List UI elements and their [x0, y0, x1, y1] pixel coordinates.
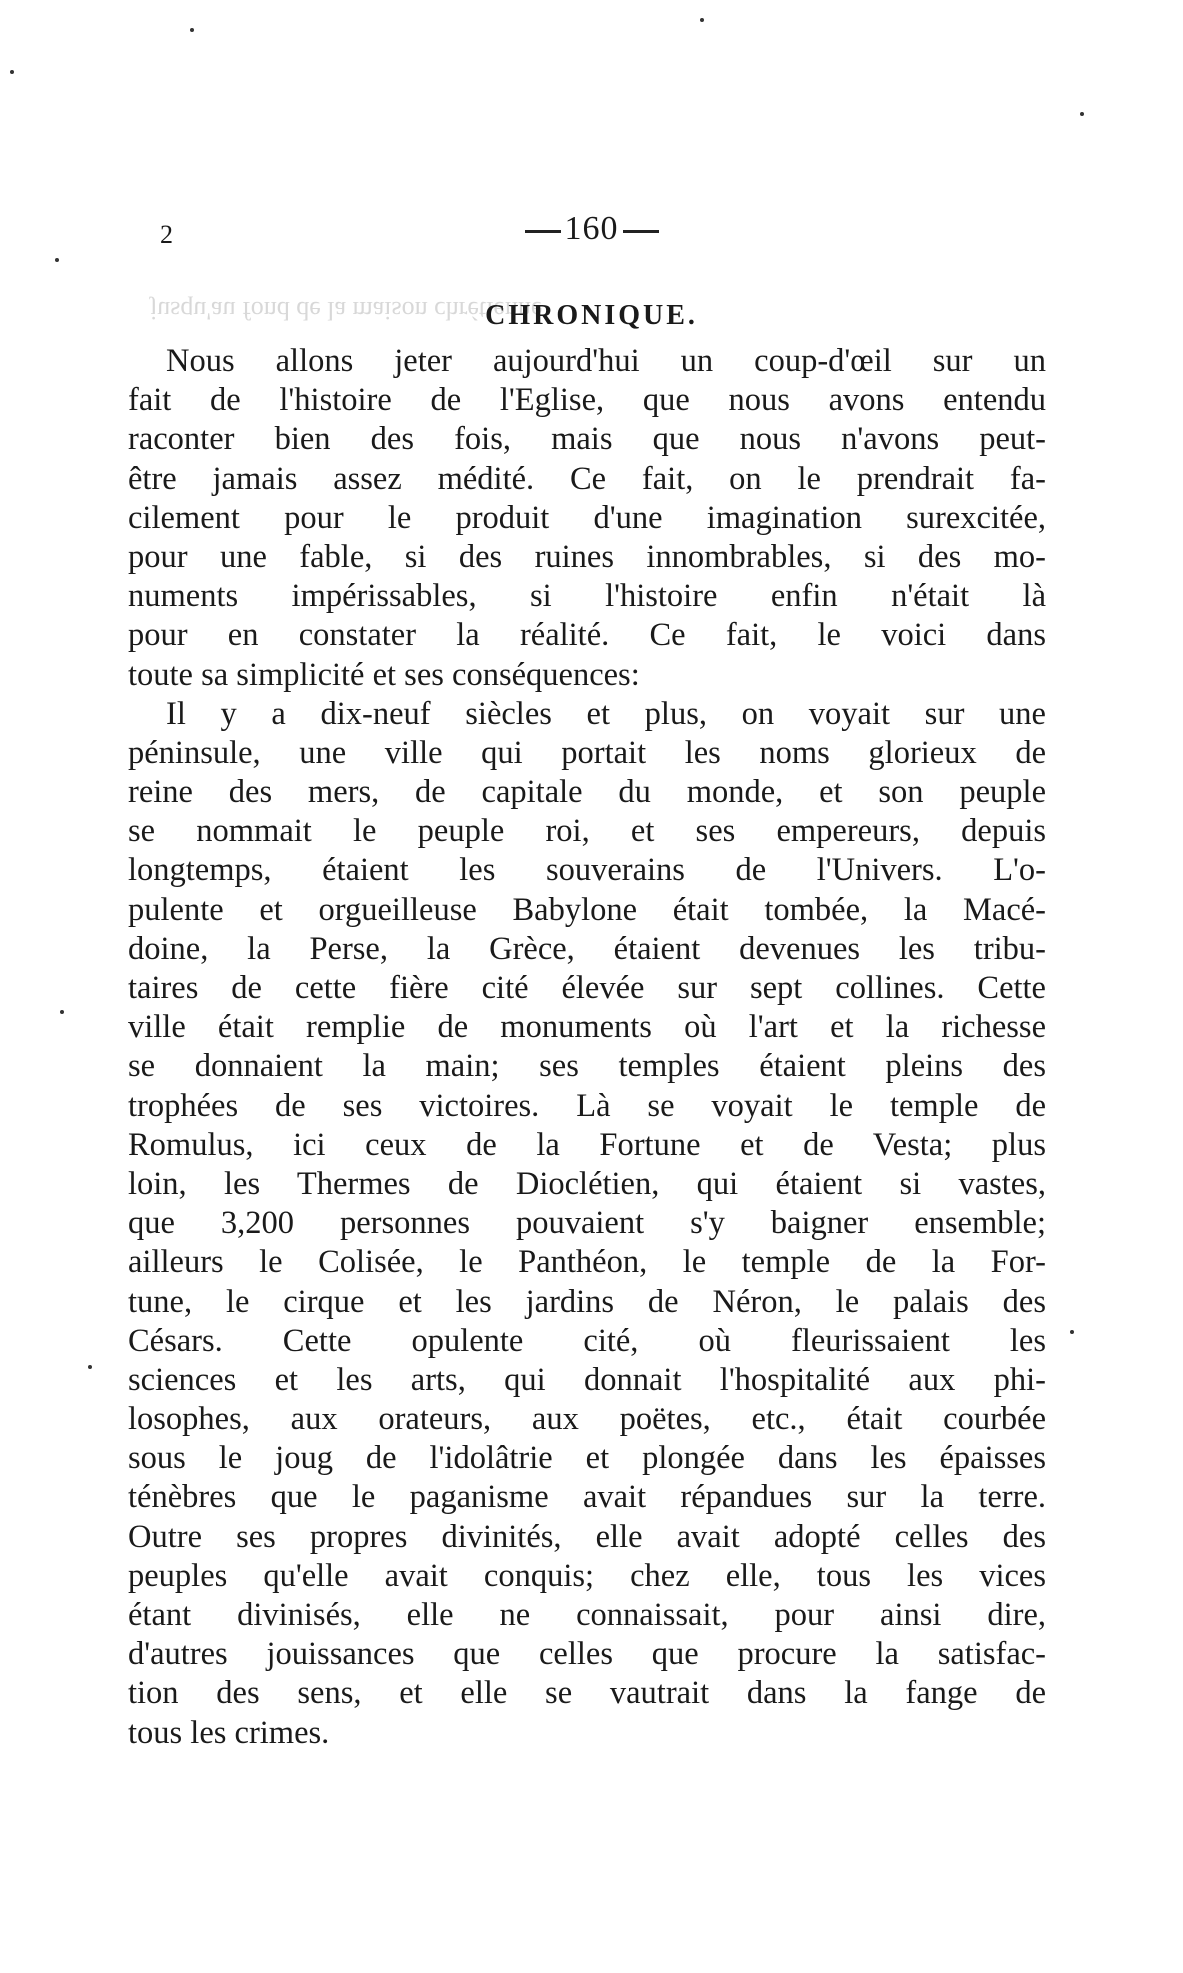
text-line: se nommait le peuple roi, et ses empereurs, depuis — [128, 813, 1046, 850]
text-line: longtemps, étaient les souverains de l'Univers. L'o- — [128, 852, 1046, 889]
page-header — [0, 210, 1183, 248]
text-line: peuples qu'elle avait conquis; chez elle, tous les vices — [128, 1557, 1046, 1594]
text-line: être jamais assez médité. Ce fait, on le prendrait fa- — [128, 460, 1046, 497]
text-line: sous le joug de l'idolâtrie et plongée dans les épaisses — [128, 1440, 1046, 1477]
text-line: toute sa simplicité et ses conséquences: — [128, 656, 640, 693]
text-line: se donnaient la main; ses temples étaient pleins des — [128, 1048, 1046, 1085]
text-line: pulente et orgueilleuse Babylone était tombée, la Macé- — [128, 891, 1046, 928]
text-line: péninsule, une ville qui portait les noms glorieux de — [128, 734, 1046, 771]
text-line: raconter bien des fois, mais que nous n'avons peut- — [128, 421, 1046, 458]
text-line: tune, le cirque et les jardins de Néron, le palais des — [128, 1283, 1046, 1320]
text-line: pour une fable, si des ruines innombrables, si des mo- — [128, 538, 1046, 575]
text-line: doine, la Perse, la Grèce, étaient devenues les tribu- — [128, 930, 1046, 967]
page-corner-mark: 2 — [160, 220, 173, 249]
ink-speck — [700, 18, 704, 22]
text-line: Césars. Cette opulente cité, où fleurissaient les — [128, 1322, 1046, 1359]
text-line: tous les crimes. — [128, 1714, 330, 1751]
text-line: numents impérissables, si l'histoire enfin n'était là — [128, 578, 1046, 615]
ink-speck — [55, 258, 59, 262]
text-line: reine des mers, de capitale du monde, et son peuple — [128, 774, 1046, 811]
bleed-through-text: jusqu'au fond de la maison chrétienne — [150, 296, 543, 325]
text-line: que 3,200 personnes pouvaient s'y baigner ensemble; — [128, 1205, 1046, 1242]
text-line: fait de l'histoire de l'Eglise, que nous avons entendu — [128, 382, 1046, 419]
text-line: ténèbres que le paganisme avait répandues sur la terre. — [128, 1479, 1046, 1516]
text-line: cilement pour le produit d'une imagination surexcitée, — [128, 499, 1046, 536]
text-line: Nous allons jeter aujourd'hui un coup-d'œil sur un — [166, 343, 1046, 379]
text-line: taires de cette fière cité élevée sur sept collines. Cette — [128, 970, 1046, 1006]
header-dash-right — [623, 230, 659, 233]
text-line: Romulus, ici ceux de la Fortune et de Vesta; plus — [128, 1126, 1046, 1163]
ink-speck — [1070, 1330, 1074, 1334]
text-line: tion des sens, et elle se vautrait dans la fange de — [128, 1675, 1046, 1712]
section-title: CHRONIQUE. — [485, 300, 698, 331]
ink-speck — [10, 70, 14, 74]
text-line: d'autres jouissances que celles que procure la satisfac- — [128, 1636, 1046, 1673]
ink-speck — [190, 28, 194, 32]
text-line: trophées de ses victoires. Là se voyait le temple de — [128, 1087, 1046, 1124]
text-line: sciences et les arts, qui donnait l'hospitalité aux phi- — [128, 1361, 1046, 1398]
text-line: pour en constater la réalité. Ce fait, le voici dans — [128, 617, 1046, 654]
body-text — [128, 342, 1046, 1753]
text-line: Il y a dix-neuf siècles et plus, on voyait sur une — [166, 695, 1046, 732]
ink-speck — [1080, 112, 1084, 116]
text-line: losophes, aux orateurs, aux poëtes, etc., était courbée — [128, 1401, 1046, 1438]
ink-speck — [60, 1010, 64, 1014]
page-number: 160 — [564, 210, 619, 247]
ink-speck — [88, 1365, 92, 1369]
header-dash-left — [525, 230, 561, 233]
text-line: loin, les Thermes de Dioclétien, qui étaient si vastes, — [128, 1165, 1046, 1202]
text-line: Outre ses propres divinités, elle avait adopté celles des — [128, 1518, 1046, 1555]
text-line: étant divinisés, elle ne connaissait, pour ainsi dire, — [128, 1597, 1046, 1633]
text-line: ville était remplie de monuments où l'art et la richesse — [128, 1009, 1046, 1046]
text-line: ailleurs le Colisée, le Panthéon, le temple de la For- — [128, 1244, 1046, 1281]
